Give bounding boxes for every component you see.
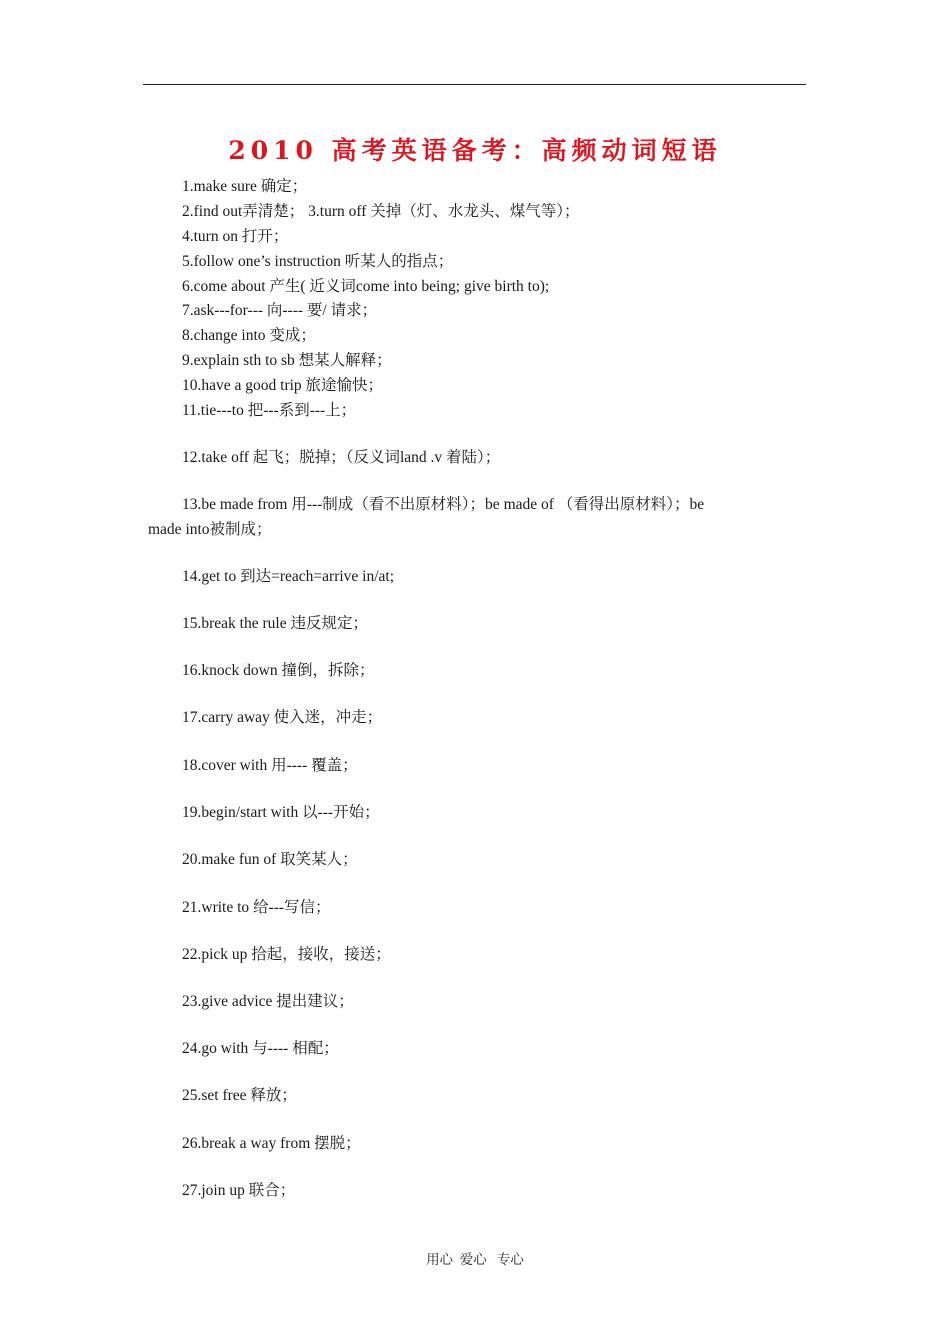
phrase-item-2-3: 2.find out弄清楚； 3.turn off 关掉（灯、水龙头、煤气等）； xyxy=(182,203,580,220)
phrase-item-22: 22.pick up 拾起，接收，接送； xyxy=(182,946,391,963)
phrase-item-6: 6.come about 产生( 近义词come into being; give birth to); xyxy=(182,278,550,295)
phrase-item-21: 21.write to 给---写信； xyxy=(182,899,331,916)
phrase-item-19: 19.begin/start with 以---开始； xyxy=(182,804,380,821)
phrase-item-10: 10.have a good trip 旅途愉快； xyxy=(182,377,384,394)
phrase-item-1: 1.make sure 确定； xyxy=(182,178,308,195)
phrase-item-13: 13.be made from 用---制成（看不出原材料）；be made of （看得出原材料）；be xyxy=(182,496,705,513)
phrase-item-9: 9.explain sth to sb 想某人解释； xyxy=(182,352,392,369)
phrase-item-23: 23.give advice 提出建议； xyxy=(182,993,354,1010)
phrase-item-12: 12.take off 起飞；脱掉；（反义词land .v 着陆）； xyxy=(182,449,501,466)
phrase-item-14: 14.get to 到达=reach=arrive in/at; xyxy=(182,568,395,585)
phrase-item-17: 17.carry away 使入迷，冲走； xyxy=(182,709,383,726)
phrase-item-18: 18.cover with 用---- 覆盖； xyxy=(182,757,358,774)
page-title: 2010 高考英语备考：高频动词短语 xyxy=(228,136,722,165)
phrase-item-15: 15.break the rule 违反规定； xyxy=(182,615,368,632)
phrase-item-8: 8.change into 变成； xyxy=(182,327,316,344)
header-rule xyxy=(143,84,806,85)
phrase-item-16: 16.knock down 撞倒，拆除； xyxy=(182,662,375,679)
phrase-item-13-continuation: made into被制成； xyxy=(148,521,272,538)
phrase-item-4: 4.turn on 打开； xyxy=(182,228,289,245)
phrase-item-24: 24.go with 与---- 相配； xyxy=(182,1040,339,1057)
phrase-item-7: 7.ask---for--- 向---- 要/ 请求； xyxy=(182,302,378,319)
page-footer: 用心 爱心 专心 xyxy=(426,1252,524,1267)
phrase-item-11: 11.tie---to 把---系到---上； xyxy=(182,402,357,419)
phrase-item-20: 20.make fun of 取笑某人； xyxy=(182,851,358,868)
phrase-item-5: 5.follow one’s instruction 听某人的指点； xyxy=(182,253,454,270)
phrase-item-27: 27.join up 联合； xyxy=(182,1182,296,1199)
phrase-item-25: 25.set free 释放； xyxy=(182,1087,297,1104)
phrase-item-26: 26.break a way from 摆脱； xyxy=(182,1135,361,1152)
